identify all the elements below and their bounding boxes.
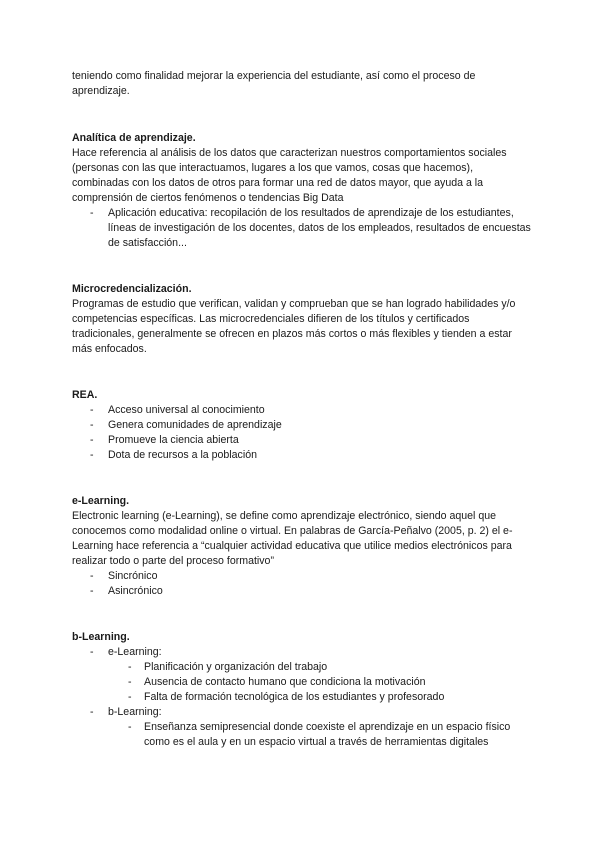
list-item: - Dota de recursos a la población (72, 448, 532, 463)
elearning-body: Electronic learning (e-Learning), se define como aprendizaje electrónico, siendo aquel que conocemos como modalidad online o virtual. En palabras de García-Peñalvo (2005, p. 2) el e-Learning hace referencia a “cualquier actividad educativa que utilice medios electrónicos para realizar todo o parte del proceso formativo” (72, 510, 513, 567)
rea-list (72, 403, 532, 463)
sub-list (108, 660, 532, 705)
list-item (72, 645, 532, 705)
micro-body: Programas de estudio que verifican, validan y comprueban que se han logrado habilidades y/o competencias específicas. Las microcredenciales difieren de los títulos y certificados tradicionales, generalmente se ofrecen en plazos más cortos o más flexibles y tienden a estar más enfocados. (72, 298, 516, 355)
sub-list (108, 720, 532, 750)
section-title-analitica: Analítica de aprendizaje. (72, 132, 196, 144)
section-micro (72, 282, 532, 357)
list-item: - Asincrónico (72, 584, 532, 599)
sub-list-item: - Falta de formación tecnológica de los estudiantes y profesorado (108, 690, 532, 705)
analitica-body: Hace referencia al análisis de los datos que caracterizan nuestros comportamientos sociales (personas con las que interactuamos, lugares a los que vamos, cosas que hacemos), combinadas con los datos de otros para formar una red de datos mayor, que ayuda a la comprensión de ciertos fenómenos o tendencias Big Data (72, 147, 507, 204)
list-item (72, 705, 532, 750)
blearning-list (72, 645, 532, 750)
section-elearning (72, 494, 532, 599)
group-label: - e-Learning: (108, 646, 162, 658)
section-analitica (72, 131, 532, 251)
sub-list-item: - Planificación y organización del trabajo (108, 660, 532, 675)
sub-list-item: - Ausencia de contacto humano que condiciona la motivación (108, 675, 532, 690)
intro-paragraph: teniendo como finalidad mejorar la experiencia del estudiante, así como el proceso de aprendizaje. (72, 70, 476, 97)
list-item: - Aplicación educativa: recopilación de los resultados de aprendizaje de los estudiantes, líneas de investigación de los docentes, datos de los empleados, resultados de encuestas de satisfacción... (72, 206, 532, 251)
section-blearning (72, 630, 532, 750)
group-label: - b-Learning: (108, 706, 162, 718)
section-title-elearning: e-Learning. (72, 495, 130, 507)
section-title-blearning: b-Learning. (72, 631, 130, 643)
list-item: - Promueve la ciencia abierta (72, 433, 532, 448)
section-rea (72, 388, 532, 463)
list-item: - Acceso universal al conocimiento (72, 403, 532, 418)
elearning-list (72, 569, 532, 599)
section-title-micro: Microcredencialización. (72, 283, 192, 295)
document-page (72, 69, 532, 750)
section-title-rea: REA. (72, 389, 98, 401)
list-item: - Genera comunidades de aprendizaje (72, 418, 532, 433)
list-item: - Sincrónico (72, 569, 532, 584)
analitica-list (72, 206, 532, 251)
sub-list-item: - Enseñanza semipresencial donde coexiste el aprendizaje en un espacio físico como es el aula y en un espacio virtual a través de herramientas digitales (108, 720, 532, 750)
